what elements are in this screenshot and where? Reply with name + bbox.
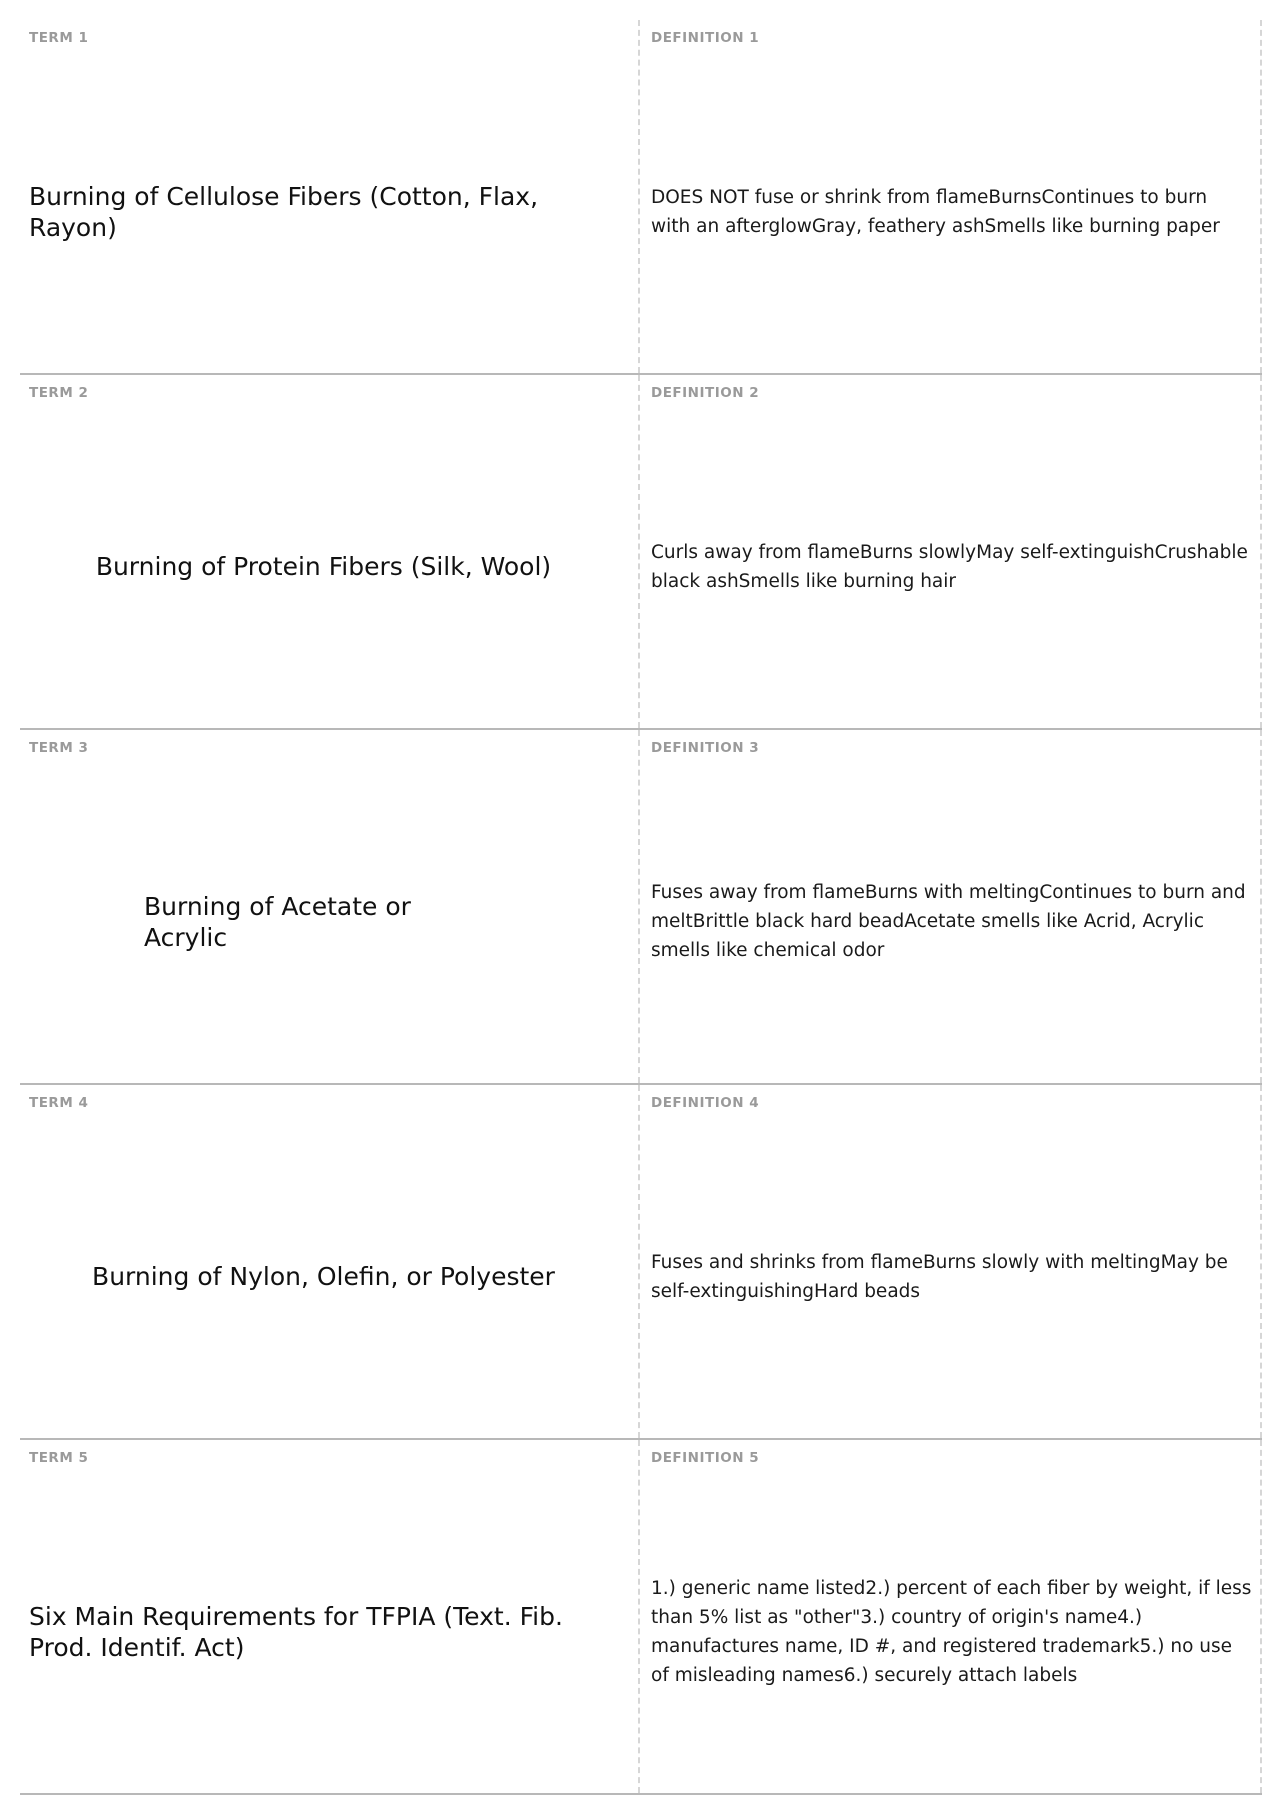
term-content [29,60,618,363]
definition-text: Curls away from flameBurns slowlyMay self-extinguishCrushable black ashSmells like burning hair [651,541,1248,592]
term-label: TERM 4 [29,1095,89,1111]
flashcard-sheet [20,20,1262,1795]
definition-content [651,1125,1252,1428]
definition-content [651,415,1252,718]
card-row-1 [20,20,1262,375]
term-label: TERM 3 [29,740,89,756]
term-cell [20,1440,640,1793]
term-cell [20,375,640,728]
definition-text: Fuses and shrinks from flameBurns slowly with meltingMay be self-extinguishingHard beads [651,1251,1228,1302]
definition-label: DEFINITION 3 [651,740,760,756]
definition-label: DEFINITION 1 [651,30,760,46]
term-cell [20,730,640,1083]
definition-content [651,60,1252,363]
definition-cell [640,730,1262,1083]
definition-content [651,1480,1252,1783]
definition-cell [640,1085,1262,1438]
term-label: TERM 1 [29,30,89,46]
definition-label: DEFINITION 5 [651,1450,760,1466]
term-text: Six Main Requirements for TFPIA (Text. Fib. Prod. Identif. Act) [29,1601,563,1662]
card-row-2 [20,375,1262,730]
term-content [29,770,618,1073]
definition-content [651,770,1252,1073]
term-text: Burning of Protein Fibers (Silk, Wool) [95,552,552,581]
term-label: TERM 2 [29,385,89,401]
term-text: Burning of Acetate or Acrylic [144,891,411,952]
term-content [29,415,618,718]
definition-label: DEFINITION 4 [651,1095,760,1111]
term-text: Burning of Nylon, Olefin, or Polyester [92,1262,555,1291]
card-row-4 [20,1085,1262,1440]
term-text: Burning of Cellulose Fibers (Cotton, Flax, Rayon) [29,181,539,242]
term-cell [20,20,640,373]
card-row-3 [20,730,1262,1085]
definition-cell [640,20,1262,373]
term-label: TERM 5 [29,1450,89,1466]
definition-text: Fuses away from flameBurns with meltingContinues to burn and meltBrittle black hard beadAcetate smells like Acrid, Acrylic smells like chemical odor [651,882,1246,961]
definition-text: DOES NOT fuse or shrink from flameBurnsContinues to burn with an afterglowGray, feathery ashSmells like burning paper [651,186,1220,237]
definition-cell [640,1440,1262,1793]
definition-text: 1.) generic name listed2.) percent of each fiber by weight, if less than 5% list as "other"3.) country of origin's name4.) manufactures name, ID #, and registered trademark5.) no use of misleading names6.) securely attach labels [651,1577,1252,1686]
definition-label: DEFINITION 2 [651,385,760,401]
term-content [29,1125,618,1428]
term-cell [20,1085,640,1438]
card-row-5 [20,1440,1262,1795]
term-content [29,1480,618,1783]
definition-cell [640,375,1262,728]
